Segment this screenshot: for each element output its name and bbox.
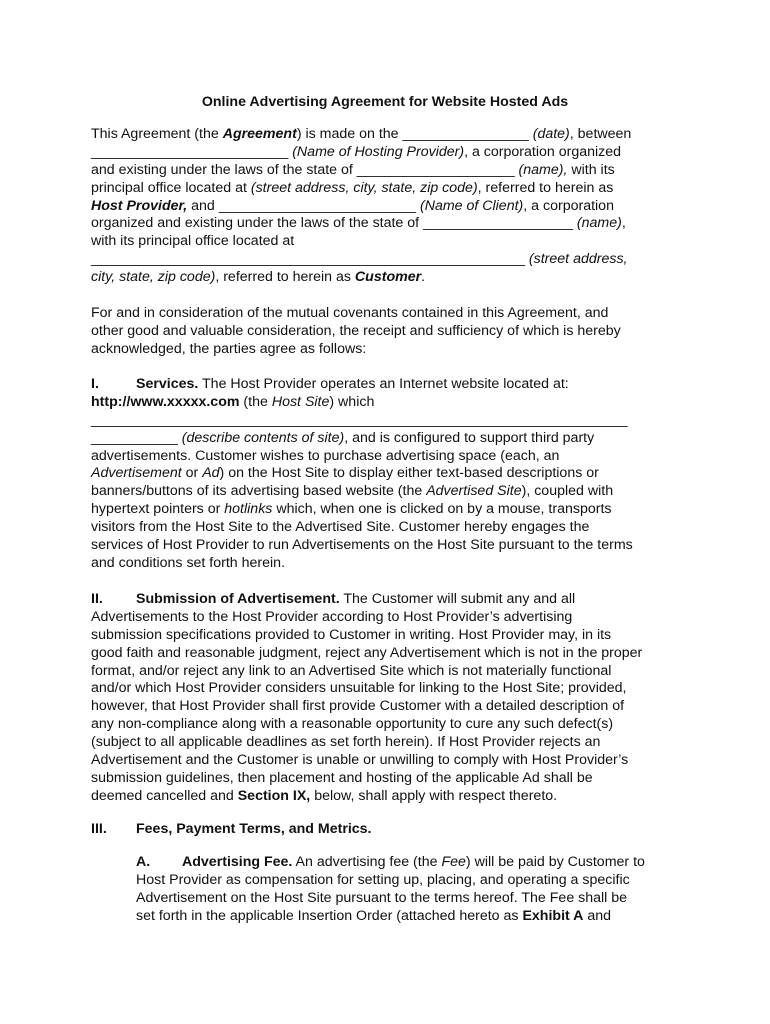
section-line: and conditions set forth herein.	[91, 554, 286, 571]
section-heading-line: I. Services. The Host Provider operates an Internet website located at:	[91, 376, 569, 392]
intro-line: city, state, zip code), referred to herein as Customer.	[91, 269, 426, 286]
intro-paragraph	[91, 126, 681, 287]
intro-line: and existing under the laws of the state of ____________________ (name), with its	[91, 161, 615, 178]
intro-line: Host Provider, and _________________________ (Name of Client), a corporation	[91, 197, 614, 214]
section-services	[91, 376, 681, 573]
subsection-line: Host Provider as compensation for setting up, placing, and operating a specific	[136, 871, 630, 888]
intro-line: This Agreement (the Agreement) is made on the ________________ (date), between	[91, 126, 632, 142]
hosting-provider-blank: _________________________	[91, 143, 293, 160]
subsection-heading-line: A. Advertising Fee. An advertising fee (the Fee) will be paid by Customer to	[136, 854, 645, 870]
site-contents-blank: ____________________________________________________________________	[91, 411, 628, 428]
client-name-blank: _________________________	[218, 197, 420, 214]
host-site-url: http://www.xxxxx.com	[91, 393, 240, 410]
intro-line: _______________________________________________________ (street address,	[91, 251, 628, 268]
section-line: ___________ (describe contents of site), and is configured to support third party	[91, 429, 595, 446]
section-line: Advertisement or Ad) on the Host Site to display either text-based descriptions or	[91, 465, 599, 482]
consideration-line: For and in consideration of the mutual covenants contained in this Agreement, and	[91, 305, 609, 321]
section-line: hypertext pointers or hotlinks which, when one is clicked on by a mouse, transports	[91, 501, 612, 518]
section-line: advertisements. Customer wishes to purchase advertising space (each, an	[91, 447, 560, 464]
intro-line: with its principal office located at	[91, 233, 295, 250]
section-line: services of Host Provider to run Advertisements on the Host Site pursuant to the terms	[91, 537, 633, 554]
consideration-paragraph	[91, 305, 681, 359]
section-line: submission specifications provided to Customer in writing. Host Provider may, in its	[91, 626, 612, 643]
section-heading: Fees, Payment Terms, and Metrics.	[136, 821, 372, 837]
section-line: http://www.xxxxx.com (the Host Site) which	[91, 393, 375, 410]
section-line: any non-compliance along with a reasonable opportunity to cure any such defect(s)	[91, 716, 614, 733]
section-line: submission guidelines, then placement and hosting of the applicable Ad shall be	[91, 769, 593, 786]
section-line: Advertisements to the Host Provider according to Host Provider’s advertising	[91, 608, 573, 625]
subsection-line: set forth in the applicable Insertion Order (attached hereto as Exhibit A and	[136, 907, 612, 924]
section-line: Advertisement and the Customer is unable or unwilling to comply with Host Provider’s	[91, 752, 629, 769]
subsection-number: A.	[136, 854, 151, 870]
client-address-blank: _______________________________________________________	[91, 251, 529, 268]
consideration-line: other good and valuable consideration, the receipt and sufficiency of which is hereby	[91, 322, 621, 339]
consideration-line: acknowledged, the parties agree as follows:	[91, 340, 367, 357]
intro-line: principal office located at (street address, city, state, zip code), referred to herein as	[91, 179, 614, 196]
section-line: visitors from the Host Site to the Advertised Site. Customer hereby engages the	[91, 519, 590, 536]
section-line: (subject to all applicable deadlines as set forth herein). If Host Provider rejects an	[91, 734, 601, 751]
section-line: banners/buttons of its advertising based website (the Advertised Site), coupled with	[91, 483, 614, 500]
date-blank: ________________	[402, 126, 533, 142]
section-number: III.	[91, 821, 107, 837]
section-heading-line: II. Submission of Advertisement. The Customer will submit any and all	[91, 591, 576, 607]
section-number: II.	[91, 591, 103, 607]
section-line: and/or which Host Provider considers unsuitable for linking to the Host Site; provided,	[91, 680, 627, 697]
subsection-heading: Advertising Fee.	[182, 854, 293, 870]
document-title: Online Advertising Agreement for Website Hosted Ads	[201, 94, 569, 110]
section-line: format, and/or reject any link to an Advertised Site which is not materially functional	[91, 662, 612, 679]
subsection-line: Advertisement on the Host Site pursuant to the terms hereof. The Fee shall be	[136, 889, 628, 906]
intro-line: _________________________ (Name of Hosting Provider), a corporation organized	[91, 143, 622, 160]
section-heading: Services.	[136, 376, 199, 392]
subsection-advertising-fee	[136, 854, 681, 926]
section-heading-line	[91, 821, 681, 839]
section-line: however, that Host Provider shall first provide Customer with a detailed description of	[91, 698, 625, 715]
state-blank: ____________________	[356, 161, 519, 178]
intro-line: organized and existing under the laws of the state of ___________________ (name),	[91, 215, 626, 232]
section-submission	[91, 591, 681, 806]
section-heading: Submission of Advertisement.	[136, 591, 340, 607]
section-fees	[91, 821, 681, 839]
section-line: deemed cancelled and Section IX, below, shall apply with respect thereto.	[91, 787, 558, 804]
section-line: good faith and reasonable judgment, reject any Advertisement which is not in the proper	[91, 644, 643, 661]
section-number: I.	[91, 376, 99, 392]
client-state-blank: ___________________	[423, 215, 577, 232]
